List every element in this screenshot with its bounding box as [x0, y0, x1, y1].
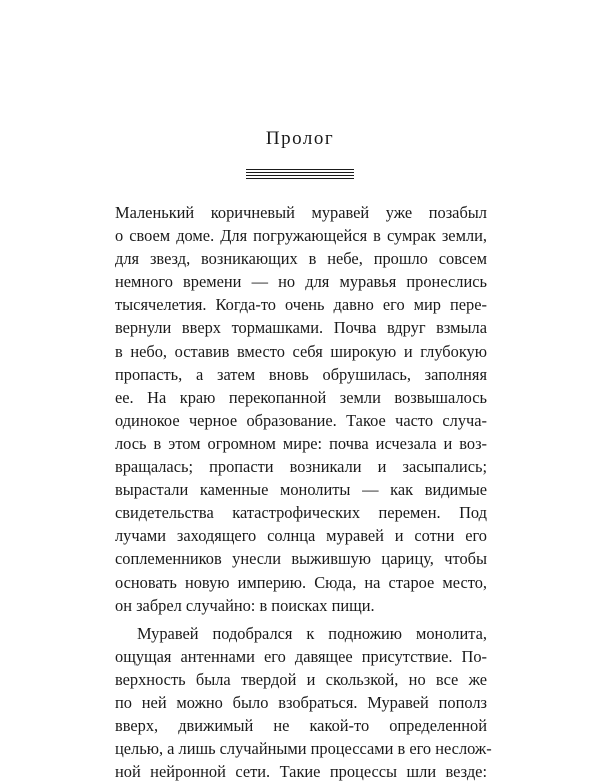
text-line: ной нейронной сети. Такие процессы шли везде:: [115, 762, 487, 782]
title-ornament-divider: [246, 169, 354, 181]
paragraph: [115, 201, 487, 617]
paragraph: [115, 622, 492, 783]
text-line: ее. На краю перекопанной земли возвышалось: [115, 387, 487, 407]
text-line: вверх, движимый не какой-то определенной: [115, 716, 487, 736]
text-line: в небо, оставив вместо себя широкую и глубокую: [115, 341, 487, 361]
text-line: одинокое черное образование. Такое часто случа-: [115, 410, 487, 430]
ornament-line: [246, 175, 354, 176]
ornament-line: [246, 172, 354, 173]
text-line: пропасть, а затем вновь обрушилась, заполняя: [115, 364, 487, 384]
text-line: соплеменников унесли выжившую царицу, чтобы: [115, 549, 487, 569]
text-line: основать новую империю. Сюда, на старое место,: [115, 572, 487, 592]
text-line: лось в этом огромном мире: почва исчезала и воз-: [115, 433, 487, 453]
text-line: вырастали каменные монолиты — как видимые: [115, 480, 487, 500]
text-line: лучами заходящего солнца муравей и сотни его: [115, 526, 487, 546]
text-line: целью, а лишь случайными процессами в его неслож-: [115, 739, 492, 759]
text-line: ощущая антеннами его давящее присутствие. По-: [115, 646, 487, 666]
text-line: Маленький коричневый муравей уже позабыл: [115, 203, 487, 222]
ornament-line: [246, 169, 354, 170]
ornament-line: [246, 178, 354, 179]
chapter-title: Пролог: [265, 128, 335, 149]
text-line: для звезд, возникающих в небе, прошло совсем: [115, 249, 487, 269]
text-line: вращалась; пропасти возникали и засыпались;: [115, 457, 487, 477]
text-line: вернули вверх тормашками. Почва вдруг взмыла: [115, 318, 487, 338]
text-line: свидетельства катастрофических перемен. Под: [115, 503, 487, 523]
text-line: верхность была твердой и скользкой, но все же: [115, 669, 487, 689]
text-line: он забрел случайно: в поисках пищи.: [115, 595, 375, 615]
text-line: по ней можно было взобраться. Муравей пополз: [115, 692, 487, 712]
text-line: о своем доме. Для погружающейся в сумрак земли,: [115, 226, 487, 246]
text-line: Муравей подобрался к подножию монолита,: [137, 623, 487, 643]
text-line: немного времени — но для муравья пронеслись: [115, 272, 487, 292]
text-line: тысячелетия. Когда-то очень давно его мир пере-: [115, 295, 487, 315]
body-text: [115, 201, 492, 783]
